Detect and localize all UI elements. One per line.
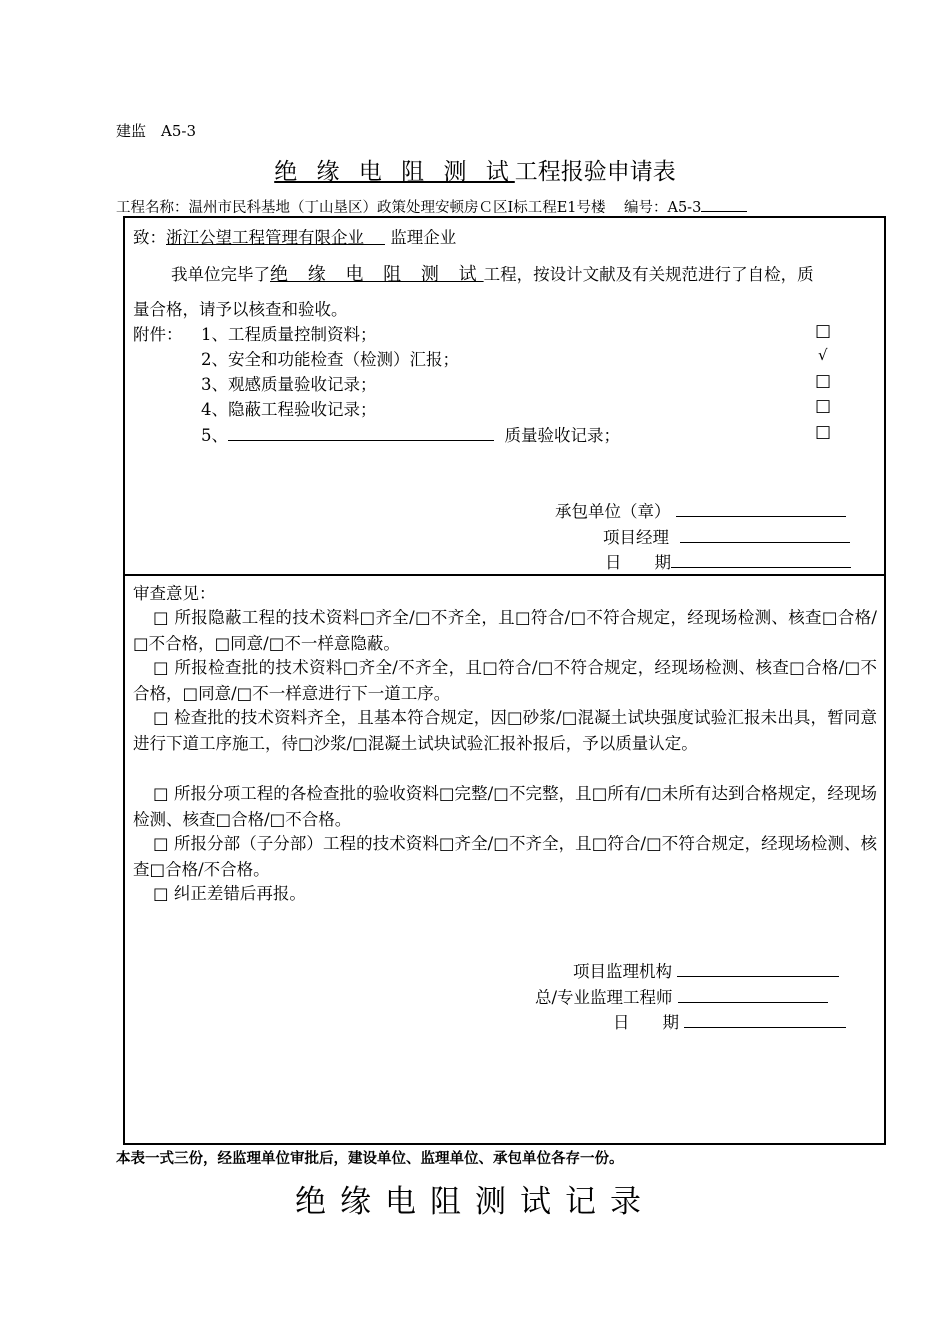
engineer-signature: 总/专业监理工程师	[535, 984, 828, 1008]
project-label: 工程名称：	[116, 200, 189, 216]
project-line	[116, 196, 747, 217]
manager-signature-blank[interactable]	[680, 526, 850, 543]
attachment-item-2: 2、安全和功能检查（检测）汇报；	[201, 350, 459, 369]
section-divider	[125, 574, 884, 576]
attachment-checkbox-3[interactable]: □	[815, 371, 832, 391]
to-company: 浙江公望工程管理有限企业	[166, 228, 364, 247]
footer-note: 本表一式三份，经监理单位审批后，建设单位、监理单位、承包单位各存一份。	[116, 1151, 624, 1167]
application-date: 日 期	[605, 549, 851, 573]
review-opinion-5: □ 所报分部（子分部）工程的技术资料□齐全/□不齐全，且□符合/□不符合规定，经现场检测、核查□合格/不合格。	[133, 834, 877, 879]
contractor-signature-blank[interactable]	[676, 500, 846, 517]
to-label: 致：	[133, 228, 166, 247]
to-suffix: 监理企业	[390, 228, 457, 247]
attachment-checkbox-1[interactable]: □	[815, 321, 832, 341]
contractor-signature: 承包单位（章）	[555, 498, 846, 522]
next-record-title: 绝缘电阻测试记录	[295, 1184, 655, 1220]
attachment-checkbox-5[interactable]: □	[815, 422, 832, 442]
application-body-line2: 量合格，请予以核查和验收。	[133, 300, 348, 319]
review-opinion-2: □ 所报检查批的技术资料□齐全/不齐全，且□符合/□不符合规定，经现场检测、核查□合格/□不合格，□同意/□不一样意进行下一道工序。	[133, 658, 877, 703]
review-date: 日 期	[613, 1009, 846, 1033]
project-name: 温州市民科基地（丁山垦区）政策处理安顿房Ｃ区Ⅰ标工程E1号楼	[188, 200, 606, 216]
number-blank[interactable]	[701, 197, 747, 212]
attachments-label: 附件：	[133, 325, 183, 344]
attachment-5-blank[interactable]	[228, 424, 494, 441]
attachment-item-1: 1、工程质量控制资料；	[201, 325, 377, 344]
form-table	[123, 216, 886, 1145]
form-title	[0, 153, 950, 186]
number-label: 编号：A5-3	[623, 200, 702, 216]
attachment-item-4: 4、隐蔽工程验收记录；	[201, 400, 377, 419]
attachment-checkbox-2[interactable]: √	[818, 346, 828, 364]
review-opinion-4: □ 所报分项工程的各检查批的验收资料□完整/□不完整，且□所有/□未所有达到合格规定，经现场检测、核查□合格/□不合格。	[133, 784, 877, 829]
title-rest: 工程报验申请表	[514, 159, 676, 185]
review-label: 审查意见：	[133, 584, 216, 603]
application-body-line1: 我单位完毕了绝 缘 电 阻 测 试工程，按设计文献及有关规范进行了自检，质	[171, 264, 814, 285]
supervision-org-signature: 项目监理机构	[573, 958, 839, 982]
engineer-signature-blank[interactable]	[678, 986, 828, 1003]
body-subject: 绝 缘 电 阻 测 试	[270, 264, 484, 285]
supervision-org-blank[interactable]	[677, 960, 839, 977]
title-subject: 绝 缘 电 阻 测 试	[274, 159, 515, 185]
review-opinion-1: □ 所报隐蔽工程的技术资料□齐全/□不齐全，且□符合/□不符合规定，经现场检测、核查□合格/□不合格，□同意/□不一样意隐蔽。	[133, 608, 877, 653]
addressee-line	[133, 224, 456, 248]
application-date-blank[interactable]	[671, 551, 851, 568]
review-opinion-6: □ 纠正差错后再报。	[153, 884, 306, 903]
document-code: 建监 A5-3	[116, 122, 196, 140]
attachment-item-5: 5、 质量验收记录；	[201, 426, 620, 445]
review-opinion-3: □ 检查批的技术资料齐全，且基本符合规定，因□砂浆/□混凝土试块强度试验汇报未出具，暂同意进行下道工序施工，待□沙浆/□混凝土试块试验汇报补报后，予以质量认定。	[133, 708, 877, 753]
attachment-checkbox-4[interactable]: □	[815, 396, 832, 416]
review-date-blank[interactable]	[684, 1011, 846, 1028]
manager-signature: 项目经理	[603, 524, 850, 548]
attachment-item-3: 3、观感质量验收记录；	[201, 375, 377, 394]
